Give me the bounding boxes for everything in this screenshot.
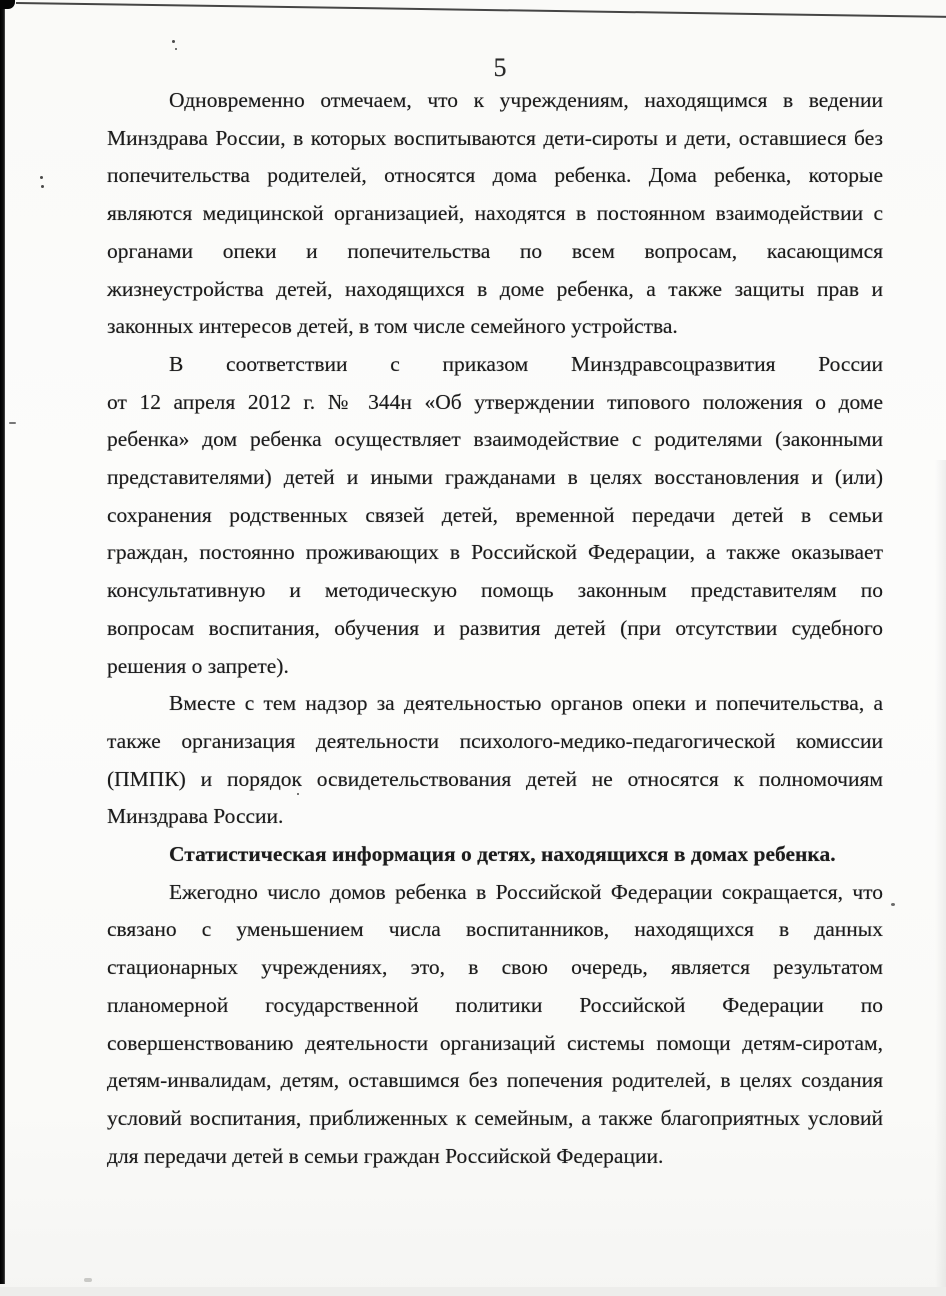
text-line: стационарных учреждениях, это, в свою очередь, является результатом: [107, 955, 883, 980]
scan-speck: [40, 176, 43, 179]
text-line: Статистическая информация о детях, находящихся в домах ребенка.: [169, 842, 836, 867]
text-line: ребенка» дом ребенка осуществляет взаимодействие с родителями (законными: [107, 427, 883, 452]
text-line: Вместе с тем надзор за деятельностью органов опеки и попечительства, а: [169, 691, 883, 716]
text-line: Одновременно отмечаем, что к учреждениям, находящимся в ведении: [169, 88, 883, 112]
text-line: Минздрава России.: [107, 804, 284, 829]
paragraph: [107, 82, 883, 346]
paragraph: [107, 346, 883, 685]
text-line: являются медицинской организацией, находятся в постоянном взаимодействии с: [107, 201, 883, 226]
text-line: решения о запрете).: [107, 653, 289, 678]
scan-speck: [172, 40, 175, 43]
scan-edge-left: [0, 0, 5, 1284]
text-line: детям-инвалидам, детям, оставшимся без попечения родителей, в целях создания: [107, 1068, 883, 1093]
text-line: органами опеки и попечительства по всем вопросам, касающимся: [107, 238, 883, 263]
document-body: [107, 82, 883, 1175]
text-line: для передачи детей в семьи граждан Российской Федерации.: [107, 1143, 664, 1168]
text-line: жизнеустройства детей, находящихся в доме ребенка, а также защиты прав и: [107, 276, 883, 301]
scan-edge-right-shadow: [935, 460, 946, 1287]
text-line: попечительства родителей, относятся дома ребенка. Дома ребенка, которые: [107, 163, 883, 188]
scan-corner-artifact: [0, 0, 15, 9]
text-line: (ПМПК) и порядок освидетельствования детей не относятся к полномочиям: [107, 766, 883, 791]
text-line: условий воспитания, приближенных к семейным, а также благоприятных условий: [107, 1105, 883, 1130]
text-line: планомерной государственной политики Российской Федерации по: [107, 992, 883, 1017]
scan-speck: [84, 1278, 92, 1282]
scan-speck: [9, 422, 16, 424]
text-line: В соответствии с приказом Минздравсоцразвития России: [169, 351, 883, 376]
text-line: вопросам воспитания, обучения и развития детей (при отсутствии судебного: [107, 615, 883, 640]
text-line: связано с уменьшением числа воспитанников, находящихся в данных: [107, 917, 883, 942]
text-line: совершенствованию деятельности организаций системы помощи детям-сиротам,: [107, 1030, 883, 1055]
scan-speck: [41, 185, 44, 188]
section-heading: [107, 836, 883, 874]
text-line: Минздрава России, в которых воспитываются дети-сироты и дети, оставшиеся без: [107, 125, 883, 150]
text-line: от 12 апреля 2012 г. № 344н «Об утверждении типового положения о доме: [107, 389, 883, 414]
text-line: Ежегодно число домов ребенка в Российской Федерации сокращается, что: [169, 879, 883, 904]
page-number: 5: [493, 53, 507, 82]
scan-edge-bottom: [0, 1287, 946, 1296]
paragraph: [107, 685, 883, 836]
text-line: консультативную и методическую помощь законным представителям по: [107, 578, 883, 603]
paragraph: [107, 874, 883, 1176]
scan-speck: [891, 903, 895, 906]
text-line: представителями) детей и иными гражданами в целях восстановления и (или): [107, 465, 883, 490]
scan-edge-top-line: [16, 2, 946, 18]
text-line: граждан, постоянно проживающих в Российской Федерации, а также оказывает: [107, 540, 883, 565]
text-line: также организация деятельности психолого-медико-педагогической комиссии: [107, 728, 883, 753]
scan-speck: [175, 48, 177, 50]
text-line: сохранения родственных связей детей, временной передачи детей в семьи: [107, 502, 883, 527]
text-line: законных интересов детей, в том числе семейного устройства.: [107, 314, 678, 339]
